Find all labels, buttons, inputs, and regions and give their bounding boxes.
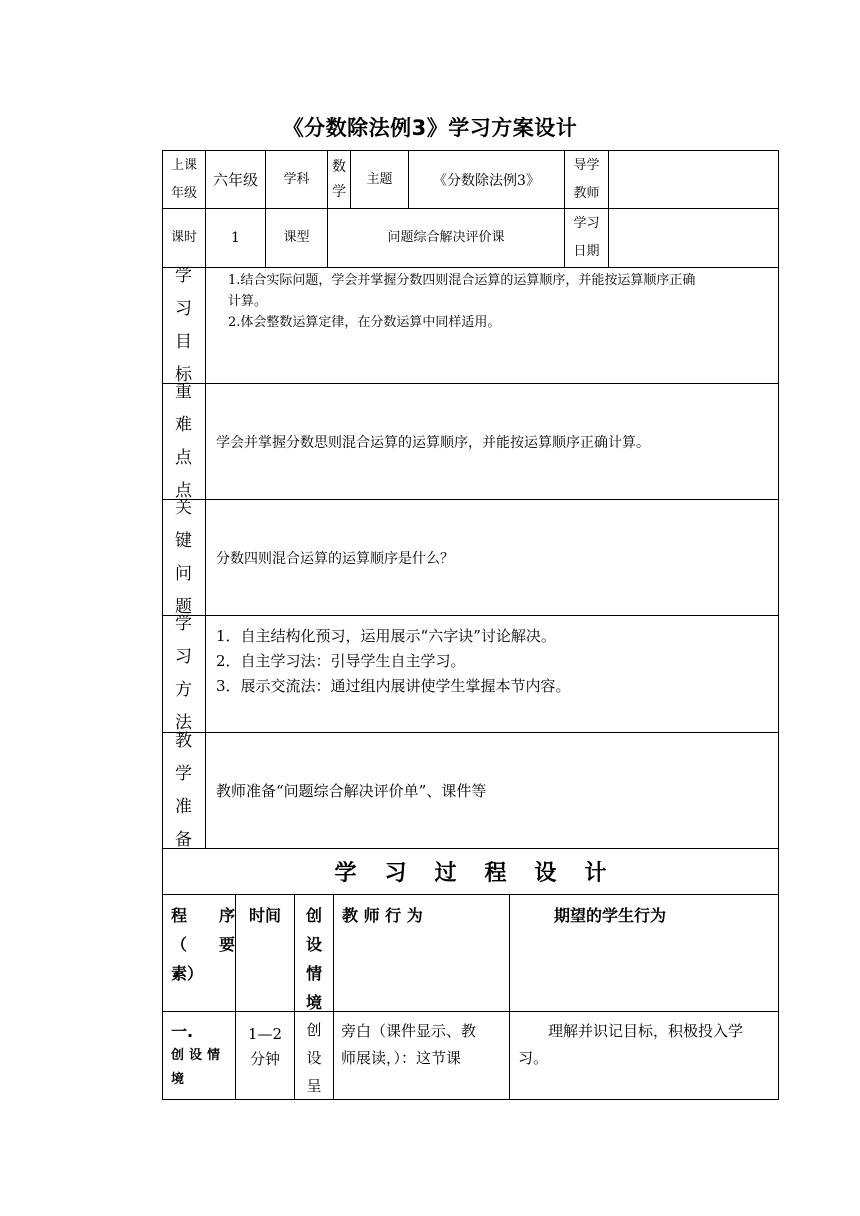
difficulty-row [162, 381, 779, 501]
key-question-label-text: 关键问题 [175, 497, 192, 617]
goals-content [206, 268, 778, 383]
difficulty-label [163, 381, 206, 501]
process-stage-line: 一. [171, 1022, 194, 1041]
goal-item: 计算。 [228, 294, 268, 309]
period-label: 课时 [163, 209, 206, 267]
process-col-stage-line: 素） [171, 964, 204, 983]
goals-label [163, 265, 206, 385]
methods-label [163, 616, 206, 732]
key-question-label [163, 497, 206, 617]
header-row-1 [162, 150, 779, 209]
process-col-time-text: 时间 [248, 906, 281, 925]
date-label: 学习日期 [565, 209, 609, 267]
difficulty-content: 学会并掌握分数思则混合运算的运算顺序，并能按运算顺序正确计算。 [216, 434, 650, 451]
process-scenario-text: 创设呈 [306, 1021, 322, 1095]
subject-value: 数学 [328, 151, 351, 208]
topic-value: 《分数除法例3》 [409, 151, 565, 208]
process-time-line: 1—2 [247, 1025, 283, 1043]
process-banner-row [162, 849, 779, 895]
process-teacher [334, 1012, 510, 1099]
lesson-plan-table [162, 150, 779, 1100]
process-row-1 [162, 1012, 779, 1100]
process-teacher-line: 师展读，）：这节课 [341, 1049, 462, 1067]
preparation-label [163, 730, 206, 850]
grade-label: 上课年级 [163, 151, 206, 208]
process-col-stage-line: （ 要 [171, 935, 236, 954]
method-item: 1．自主结构化预习，运用展示“六字诀”讨论解决。 [216, 627, 556, 645]
process-col-scenario [295, 895, 334, 1011]
header-row-2 [162, 209, 779, 268]
key-question-content: 分数四则混合运算的运算顺序是什么？ [216, 550, 454, 567]
methods-content [206, 616, 778, 732]
process-col-student [510, 895, 778, 1011]
process-col-student-text: 期望的学生行为 [554, 906, 667, 925]
type-label: 课型 [266, 209, 328, 267]
process-col-stage [163, 895, 236, 1011]
teacher-label: 导学教师 [565, 151, 609, 208]
page-title: 《分数除法例3》学习方案设计 [282, 116, 578, 140]
period-value: 1 [206, 209, 266, 267]
topic-label: 主题 [351, 151, 409, 208]
goal-item: 2.体会整数运算定律，在分数运算中同样适用。 [228, 315, 501, 330]
process-stage-line: 创设情 [171, 1048, 226, 1063]
goals-label-text: 学习目标 [175, 265, 192, 385]
method-item: 2．自主学习法：引导学生自主学习。 [216, 652, 466, 670]
process-col-scenario-text: 创设情境 [305, 906, 322, 1012]
date-value [609, 209, 778, 267]
goals-row [162, 265, 779, 385]
process-student [510, 1012, 778, 1099]
process-time-line: 分钟 [249, 1050, 280, 1068]
key-question-row [162, 497, 779, 617]
process-col-teacher-text: 教 师 行 为 [342, 906, 423, 925]
process-student-line: 理解并识记目标，积极投入学 [518, 1022, 744, 1040]
preparation-content: 教师准备“问题综合解决评价单”、课件等 [216, 782, 487, 800]
process-col-time [236, 895, 295, 1011]
process-banner: 学习过程设计 [334, 861, 635, 886]
process-time [236, 1012, 295, 1099]
process-col-teacher [334, 895, 510, 1011]
teacher-value [609, 151, 778, 208]
process-scenario [295, 1012, 334, 1099]
process-col-stage-line: 程 序 [171, 906, 236, 925]
methods-label-text: 学习方法 [175, 614, 192, 733]
process-teacher-line: 旁白（课件显示、教 [341, 1022, 477, 1040]
preparation-label-text: 教学准备 [175, 730, 192, 850]
preparation-row [162, 730, 779, 850]
method-item: 3．展示交流法：通过组内展讲使学生掌握本节内容。 [216, 677, 571, 695]
process-stage-line: 境 [171, 1072, 185, 1087]
subject-label: 学科 [266, 151, 328, 208]
process-header-row [162, 895, 779, 1012]
grade-value: 六年级 [206, 151, 266, 208]
goal-item: 1.结合实际问题，学会并掌握分数四则混合运算的运算顺序，并能按运算顺序正确 [228, 273, 696, 288]
difficulty-label-text: 重难点点 [175, 381, 192, 501]
methods-row [162, 616, 779, 733]
type-value: 问题综合解决评价课 [328, 209, 565, 267]
process-student-line: 习。 [518, 1049, 549, 1067]
process-stage [163, 1012, 236, 1099]
